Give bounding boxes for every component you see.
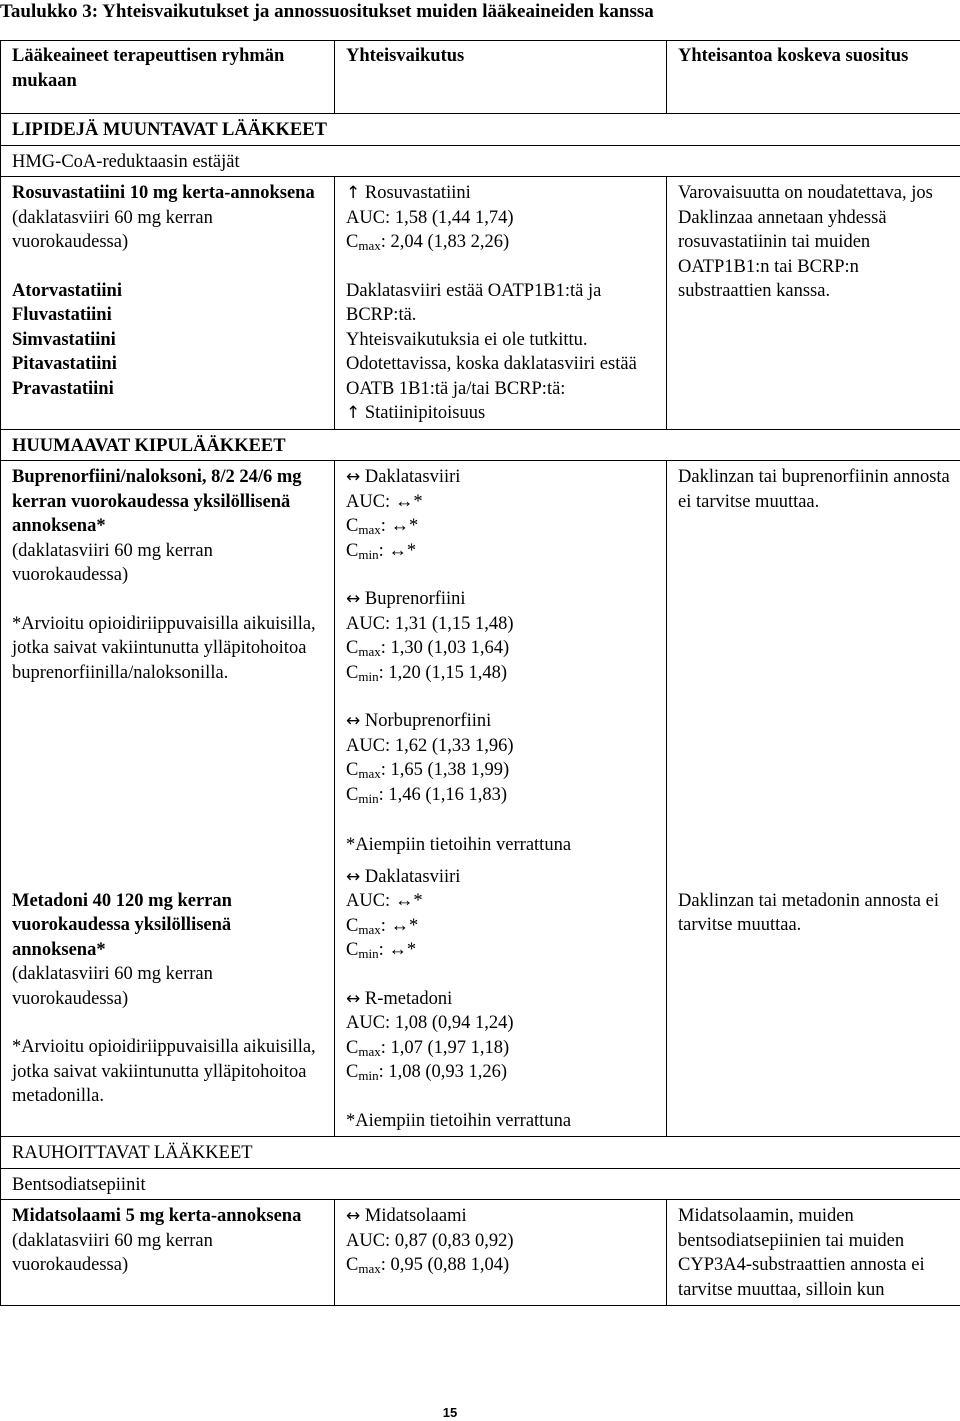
auc-value: AUC: 0,87 (0,83 0,92) — [346, 1230, 514, 1251]
pk-footnote: *Aiempiin tietoihin verrattuna — [346, 1110, 572, 1131]
pk-group: ↔ Norbuprenorfiini AUC: 1,62 (1,33 1,96) $C_{max}$: 1,65 (1,38 1,99) $C_{min}$: 1,46 (1,16 1,83) — [346, 711, 514, 806]
drug-name: Rosuvastatiini 10 mg kerta-annoksena — [12, 183, 315, 203]
increase-arrow-icon: ↑ — [346, 183, 361, 203]
subsection-row-hmg — [1, 145, 960, 177]
table-row-midazolam — [1, 1200, 960, 1306]
drug-footnote: *Arvioitu opioidiriippuvaisilla aikuisilla, jotka saivat vakiintunutta ylläpitohoitoa buprenorfiinilla/naloksonilla. — [12, 613, 316, 683]
other-statin: Pravastatiini — [12, 378, 114, 399]
table-row-rosuvastatin — [1, 177, 960, 430]
no-change-arrow-icon: ↔ — [346, 711, 361, 731]
interaction-table — [0, 40, 960, 1306]
section-title-opioid: HUUMAAVAT KIPULÄÄKKEET — [12, 435, 286, 456]
no-change-arrow-icon: ↔ — [346, 1206, 361, 1226]
table-row-methadone — [1, 861, 960, 1137]
section-title-lipid: LIPIDEJÄ MUUNTAVAT LÄÄKKEET — [12, 120, 327, 140]
not-studied-text: Yhteisvaikutuksia ei ole tutkittu. — [346, 329, 588, 350]
drug-dose-note: (daklatasviiri 60 mg kerran vuorokaudessa) — [12, 1230, 213, 1275]
pk-group: ↔ Buprenorfiini AUC: 1,31 (1,15 1,48) $C_{max}$: 1,30 (1,03 1,64) $C_{min}$: 1,20 (1,15 1,48) — [346, 589, 514, 684]
recommendation-text: Daklinzan tai metadonin annosta ei tarvitse muuttaa. — [678, 890, 939, 935]
drug-name: Midatsolaami 5 mg kerta-annoksena — [12, 1206, 302, 1226]
drug-dose-note: (daklatasviiri 60 mg kerran vuorokaudessa) — [12, 540, 213, 585]
drug-name: Buprenorfiini/naloksoni, 8/2 24/6 mg kerran vuorokaudessa yksilöllisenä annoksena* — [12, 467, 302, 536]
drug-dose-note: (daklatasviiri 60 mg kerran vuorokaudessa) — [12, 964, 213, 1009]
drug-footnote: *Arvioitu opioidiriippuvaisilla aikuisilla, jotka saivat vakiintunutta ylläpitohoitoa metadonilla. — [12, 1037, 316, 1106]
mechanism-text: Daklatasviiri estää OATP1B1:tä ja BCRP:tä. — [346, 280, 602, 325]
no-change-arrow-icon: ↔ — [346, 866, 361, 887]
header-drugs: Lääkeaineet terapeuttisen ryhmän mukaan — [1, 41, 335, 114]
pk-group: ↔ R-metadoni AUC: 1,08 (0,94 1,24) $C_{max}$: 1,07 (1,97 1,18) $C_{min}$: 1,08 (0,93 1,26) — [346, 988, 514, 1083]
pk-group: ↔ Daklatasviiri AUC: ↔* $C_{max}$: ↔* $C_{min}$: ↔* — [346, 467, 461, 562]
expected-text: Odotettavissa, koska daklatasviiri estää OATB 1B1:tä ja/tai BCRP:tä: — [346, 354, 637, 399]
effect-text: ↑ Statiinipitoisuus — [346, 403, 486, 423]
table-row-buprenorphine — [1, 461, 960, 861]
section-row-opioid — [1, 429, 960, 461]
other-statin: Simvastatiini — [12, 329, 116, 350]
section-row-sedative — [1, 1137, 960, 1169]
interaction-drug — [346, 181, 656, 206]
auc-value: AUC: 1,58 (1,44 1,74) — [346, 207, 514, 228]
interaction-drug-name: Rosuvastatiini — [364, 183, 471, 203]
header-interaction: Yhteisvaikutus — [335, 41, 667, 114]
no-change-arrow-icon: ↔ — [346, 467, 361, 487]
section-row-lipid — [1, 114, 960, 146]
increase-arrow-icon: ↑ — [346, 403, 361, 423]
interaction-drug-name: Midatsolaami — [364, 1206, 467, 1226]
recommendation-text: Varovaisuutta on noudatettava, jos Daklinzaa annetaan yhdessä rosuvastatiinin tai muiden OATP1B1:n tai BCRP:n substraattien kanssa. — [678, 183, 933, 301]
other-statin: Fluvastatiini — [12, 305, 112, 325]
recommendation-text: Midatsolaamin, muiden bentsodiatsepiinien tai muiden CYP3A4-substraattien annosta ei tarvitse muuttaa, silloin kun — [678, 1206, 925, 1300]
header-recommendation: Yhteisantoa koskeva suositus — [667, 41, 960, 114]
other-statin: Atorvastatiini — [12, 280, 122, 301]
drug-name: Metadoni 40 120 mg kerran vuorokaudessa yksilöllisenä annoksena* — [12, 890, 232, 960]
other-statin: Pitavastatiini — [12, 354, 117, 374]
drug-dose-note: (daklatasviiri 60 mg kerran vuorokaudessa) — [12, 207, 213, 252]
header-row — [1, 41, 960, 114]
recommendation-text: Daklinzan tai buprenorfiinin annosta ei tarvitse muuttaa. — [678, 467, 950, 512]
table-caption: Taulukko 3: Yhteisvaikutukset ja annossuositukset muiden lääkeaineiden kanssa — [0, 1, 654, 22]
subsection-title-benzo: Bentsodiatsepiinit — [12, 1174, 146, 1195]
no-change-arrow-icon: ↔ — [346, 988, 361, 1009]
subsection-title-hmg: HMG-CoA-reduktaasin estäjät — [12, 151, 240, 172]
no-change-arrow-icon: ↔ — [346, 589, 361, 609]
cmax-value: $C_{max}$: 2,04 (1,83 2,26) — [346, 232, 510, 253]
cmax-value: $C_{max}$: 0,95 (0,88 1,04) — [346, 1255, 510, 1276]
section-title-sedative: RAUHOITTAVAT LÄÄKKEET — [12, 1143, 253, 1163]
pk-footnote: *Aiempiin tietoihin verrattuna — [346, 835, 572, 855]
subsection-row-benzo — [1, 1168, 960, 1200]
pk-group: ↔ Daklatasviiri AUC: ↔* $C_{max}$: ↔* $C_{min}$: ↔* — [346, 866, 461, 961]
page-number: 15 — [442, 1405, 458, 1420]
